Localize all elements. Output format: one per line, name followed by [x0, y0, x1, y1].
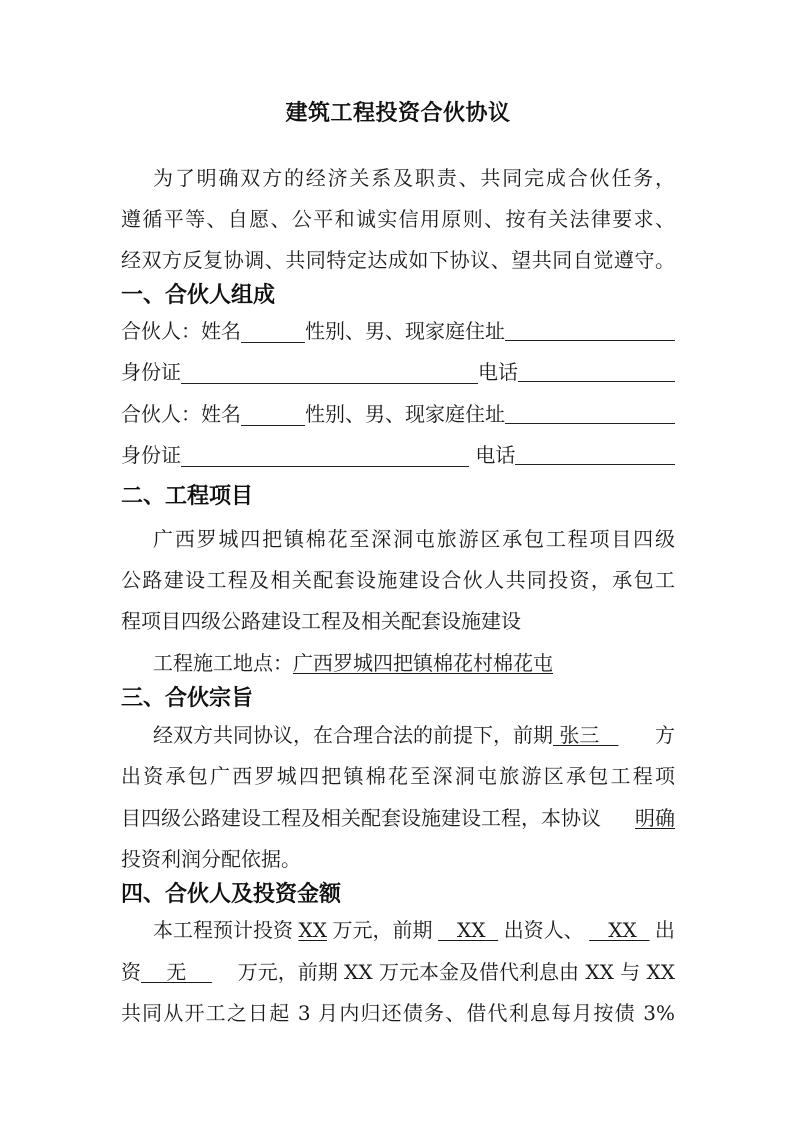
- investment-text: 万元，前期 XX 万元本金及借代利息由 XX 与 XX: [237, 960, 675, 984]
- purpose-line-2: 出资承包广西罗城四把镇棉花至深洞屯旅游区承包工程项: [121, 764, 675, 788]
- project-line-3: 程项目四级公路建设工程及相关配套设施建设: [121, 609, 521, 633]
- phone-label: 电话: [478, 360, 518, 384]
- investment-line-1: [121, 918, 675, 942]
- purpose-line-1: [121, 723, 675, 747]
- intro-line-3: 经双方反复协调、共同特定达成如下协议、望共同自觉遵守。: [121, 248, 675, 272]
- investment-text: 出: [654, 918, 675, 942]
- partner-2-id-row: [121, 443, 675, 467]
- section-heading-2: 二、工程项目: [121, 484, 254, 509]
- partner-2-phone-field[interactable]: [515, 444, 675, 465]
- partner-gender-address-label: 性别、男、现家庭住址: [305, 402, 505, 426]
- purpose-line-3: [121, 806, 675, 830]
- partner-1-phone-field[interactable]: [518, 361, 675, 382]
- purpose-text: 经双方共同协议，在合理合法的前提下，前期: [153, 723, 553, 747]
- investment-text: 本工程预计投资: [153, 918, 293, 942]
- partner-gender-address-label: 性别、男、现家庭住址: [305, 319, 505, 343]
- partner-1-name-field[interactable]: [241, 322, 305, 343]
- section-heading-3: 三、合伙宗旨: [121, 686, 254, 711]
- project-site-row: [121, 651, 675, 675]
- purpose-text: 目四级公路建设工程及相关配套设施建设工程，本协议: [121, 806, 601, 830]
- purpose-line-4: 投资利润分配依据。: [121, 847, 301, 871]
- investment-text: 出资人、: [503, 918, 584, 942]
- id-label: 身份证: [121, 360, 181, 384]
- partner-2-name-field[interactable]: [241, 405, 305, 426]
- partner-1-id-field[interactable]: [181, 363, 478, 384]
- project-line-1: 广西罗城四把镇棉花至深洞屯旅游区承包工程项目四级: [153, 527, 675, 551]
- partner-1-name-row: [121, 319, 675, 343]
- partner-1-address-field[interactable]: [505, 320, 675, 341]
- intro-line-1: 为了明确双方的经济关系及职责、共同完成合伙任务，: [153, 166, 675, 190]
- id-label: 身份证: [121, 443, 181, 467]
- investment-text: 资: [121, 960, 141, 984]
- investor-1: XX: [437, 918, 499, 942]
- purpose-underlined: 明确: [635, 806, 675, 830]
- investment-line-2: [121, 960, 675, 984]
- investor-name: 张三: [553, 723, 619, 747]
- partner-name-label: 合伙人：姓名: [121, 319, 241, 343]
- site-label: 工程施工地点：: [153, 651, 293, 675]
- partner-2-name-row: [121, 402, 675, 426]
- phone-label: 电话: [469, 443, 516, 467]
- purpose-text-end: 方: [655, 723, 675, 747]
- investment-amount: XX: [298, 918, 327, 942]
- partner-2-id-field[interactable]: [181, 446, 469, 467]
- site-value: 广西罗城四把镇棉花村棉花屯: [293, 651, 553, 675]
- partner-name-label: 合伙人：姓名: [121, 402, 241, 426]
- investment-text: 万元，前期: [332, 918, 433, 942]
- partner-2-address-field[interactable]: [505, 403, 675, 424]
- section-heading-4: 四、合伙人及投资金额: [121, 882, 342, 907]
- document-title: 建筑工程投资合伙协议: [285, 101, 511, 126]
- intro-line-2: 遵循平等、自愿、公平和诚实信用原则、按有关法律要求、: [121, 207, 675, 231]
- investor-2: XX: [589, 918, 650, 942]
- investor-2-amount: 无: [141, 960, 212, 984]
- partner-1-id-row: [121, 360, 675, 384]
- project-line-2: 公路建设工程及相关配套设施建设合伙人共同投资，承包工: [121, 568, 675, 592]
- section-heading-1: 一、合伙人组成: [121, 283, 276, 308]
- investment-line-3: 共同从开工之日起 3 月内归还债务、借代利息每月按债 3%: [121, 1001, 675, 1025]
